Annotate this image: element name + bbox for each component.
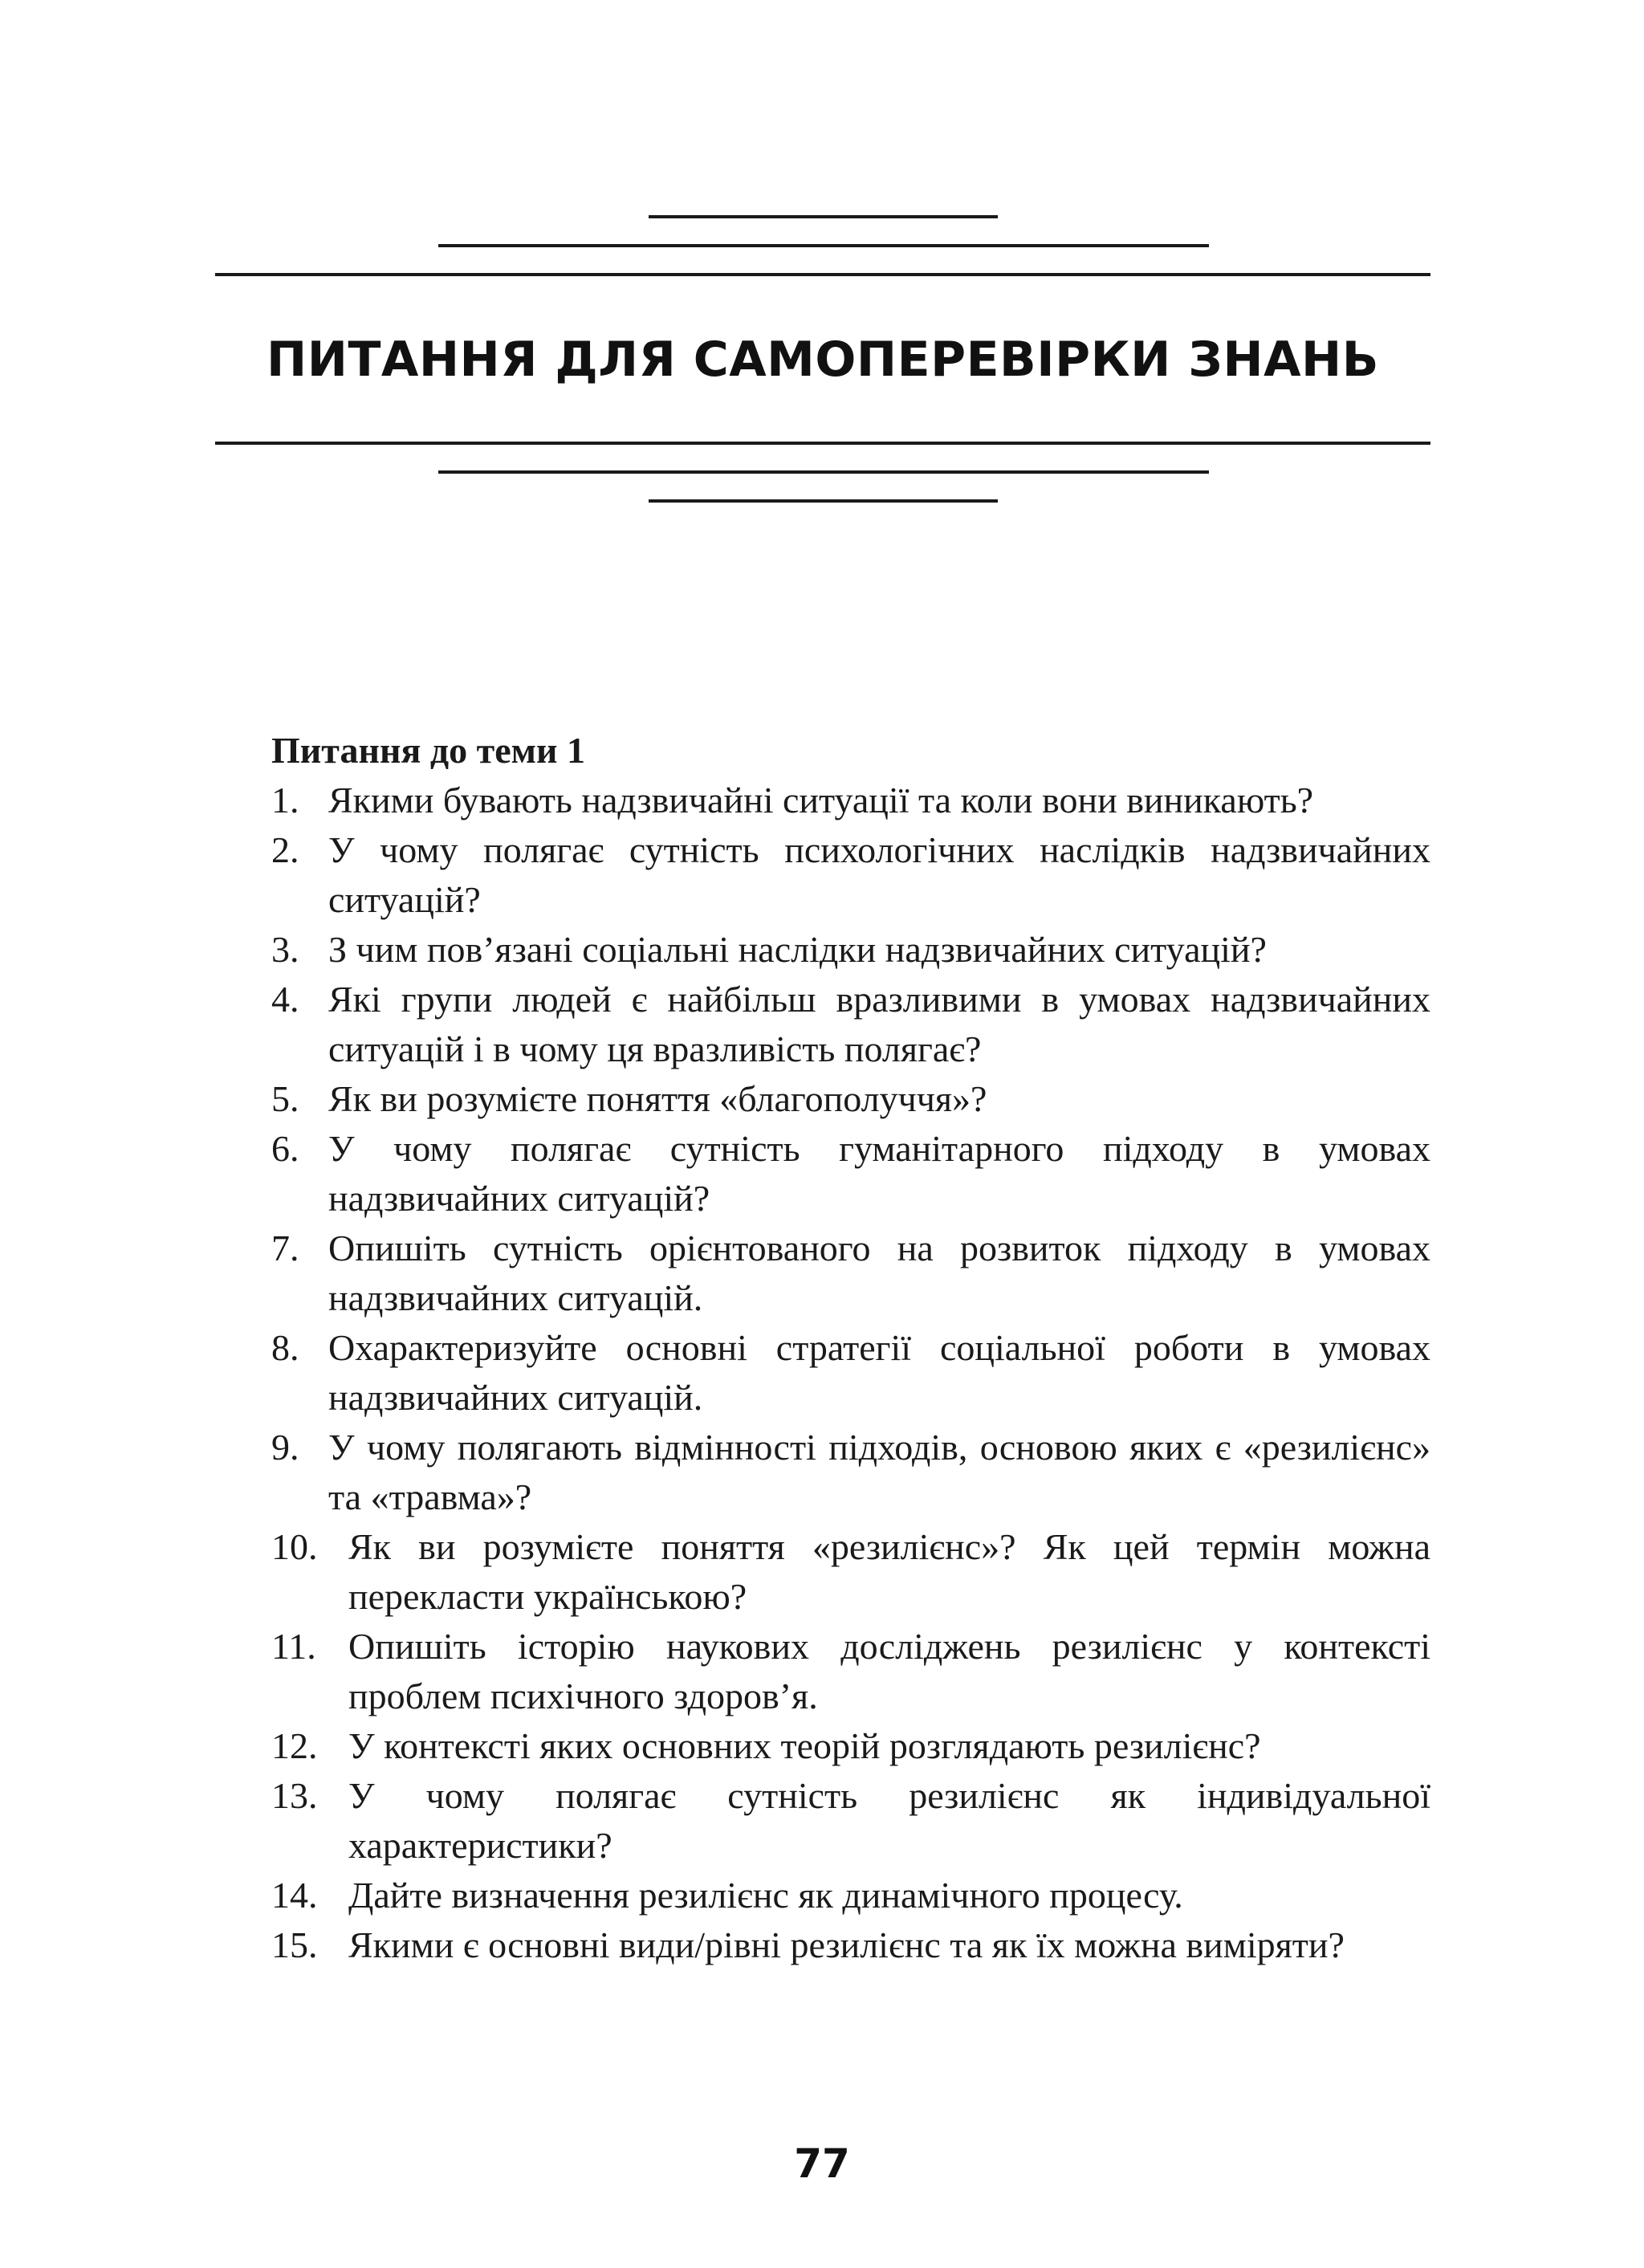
- questions-section: [271, 726, 1430, 1970]
- list-item: [271, 1622, 1430, 1721]
- question-text: З чим пов’язані соціальні наслідки надзвичайних ситуацій?: [328, 929, 1267, 970]
- question-text: Якими бувають надзвичайні ситуації та коли вони виникають?: [328, 780, 1314, 820]
- topic-title: Питання до теми 1: [271, 730, 585, 771]
- question-number: 13.: [271, 1775, 318, 1816]
- list-item: [271, 1920, 1430, 1970]
- question-number: 6.: [271, 1128, 299, 1169]
- list-item: [271, 776, 1430, 825]
- question-text: Охарактеризуйте основні стратегії соціальної роботи в умовах надзвичайних ситуацій.: [328, 1327, 1430, 1418]
- list-item: [271, 975, 1430, 1074]
- list-item: [271, 925, 1430, 975]
- list-item: [271, 1323, 1430, 1423]
- question-text: У чому полягають відмінності підходів, основою яких є «резилієнс» та «травма»?: [328, 1427, 1430, 1517]
- question-text: Якими є основні види/рівні резилієнс та як їх можна виміряти?: [348, 1924, 1345, 1965]
- question-number: 8.: [271, 1327, 299, 1368]
- question-number: 11.: [271, 1626, 316, 1667]
- question-text: Опишіть історію наукових досліджень резилієнс у контексті проблем психічного здоров’я.: [348, 1626, 1430, 1716]
- question-text: Як ви розумієте поняття «резилієнс»? Як цей термін можна перекласти українською?: [348, 1526, 1430, 1617]
- question-number: 3.: [271, 929, 299, 970]
- question-number: 12.: [271, 1725, 318, 1766]
- question-number: 4.: [271, 979, 299, 1020]
- question-text: У контексті яких основних теорій розглядають резилієнс?: [348, 1725, 1261, 1766]
- ornament-rule-bottom-long: [215, 442, 1430, 445]
- question-number: 2.: [271, 829, 299, 870]
- question-number: 7.: [271, 1228, 299, 1268]
- list-item: [271, 825, 1430, 925]
- question-text: У чому полягає сутність резилієнс як індивідуальної характеристики?: [348, 1775, 1430, 1866]
- ornament-rule-top-long: [215, 273, 1430, 276]
- section-heading: ПИТАННЯ ДЛЯ САМОПЕРЕВІРКИ ЗНАНЬ: [267, 332, 1379, 388]
- list-item: [271, 1224, 1430, 1323]
- question-number: 14.: [271, 1875, 318, 1916]
- ornament-rule-top-medium: [438, 244, 1209, 247]
- list-item: [271, 1074, 1430, 1124]
- list-item: [271, 1124, 1430, 1224]
- question-text: Як ви розумієте поняття «благополуччя»?: [328, 1078, 987, 1119]
- question-number: 9.: [271, 1427, 299, 1468]
- ornament-rule-bottom-medium: [438, 470, 1209, 474]
- question-text: У чому полягає сутність гуманітарного підходу в умовах надзвичайних ситуацій?: [328, 1128, 1430, 1219]
- ornament-rule-top-short: [649, 215, 998, 218]
- question-number: 1.: [271, 780, 299, 820]
- question-number: 15.: [271, 1924, 318, 1965]
- question-text: Дайте визначення резилієнс як динамічного процесу.: [348, 1875, 1183, 1916]
- page-number: 77: [794, 2140, 850, 2187]
- list-item: [271, 1721, 1430, 1771]
- list-item: [271, 1771, 1430, 1871]
- list-item: [271, 1423, 1430, 1522]
- question-number: 5.: [271, 1078, 299, 1119]
- question-text: Які групи людей є найбільш вразливими в умовах надзвичайних ситуацій і в чому ця вразливість полягає?: [328, 979, 1430, 1069]
- list-item: [271, 1871, 1430, 1920]
- list-item: [271, 1522, 1430, 1622]
- question-list: [271, 776, 1430, 1970]
- question-number: 10.: [271, 1526, 318, 1567]
- question-text: У чому полягає сутність психологічних наслідків надзвичайних ситуацій?: [328, 829, 1430, 920]
- question-text: Опишіть сутність орієнтованого на розвиток підходу в умовах надзвичайних ситуацій.: [328, 1228, 1430, 1318]
- ornament-rule-bottom-short: [649, 499, 998, 503]
